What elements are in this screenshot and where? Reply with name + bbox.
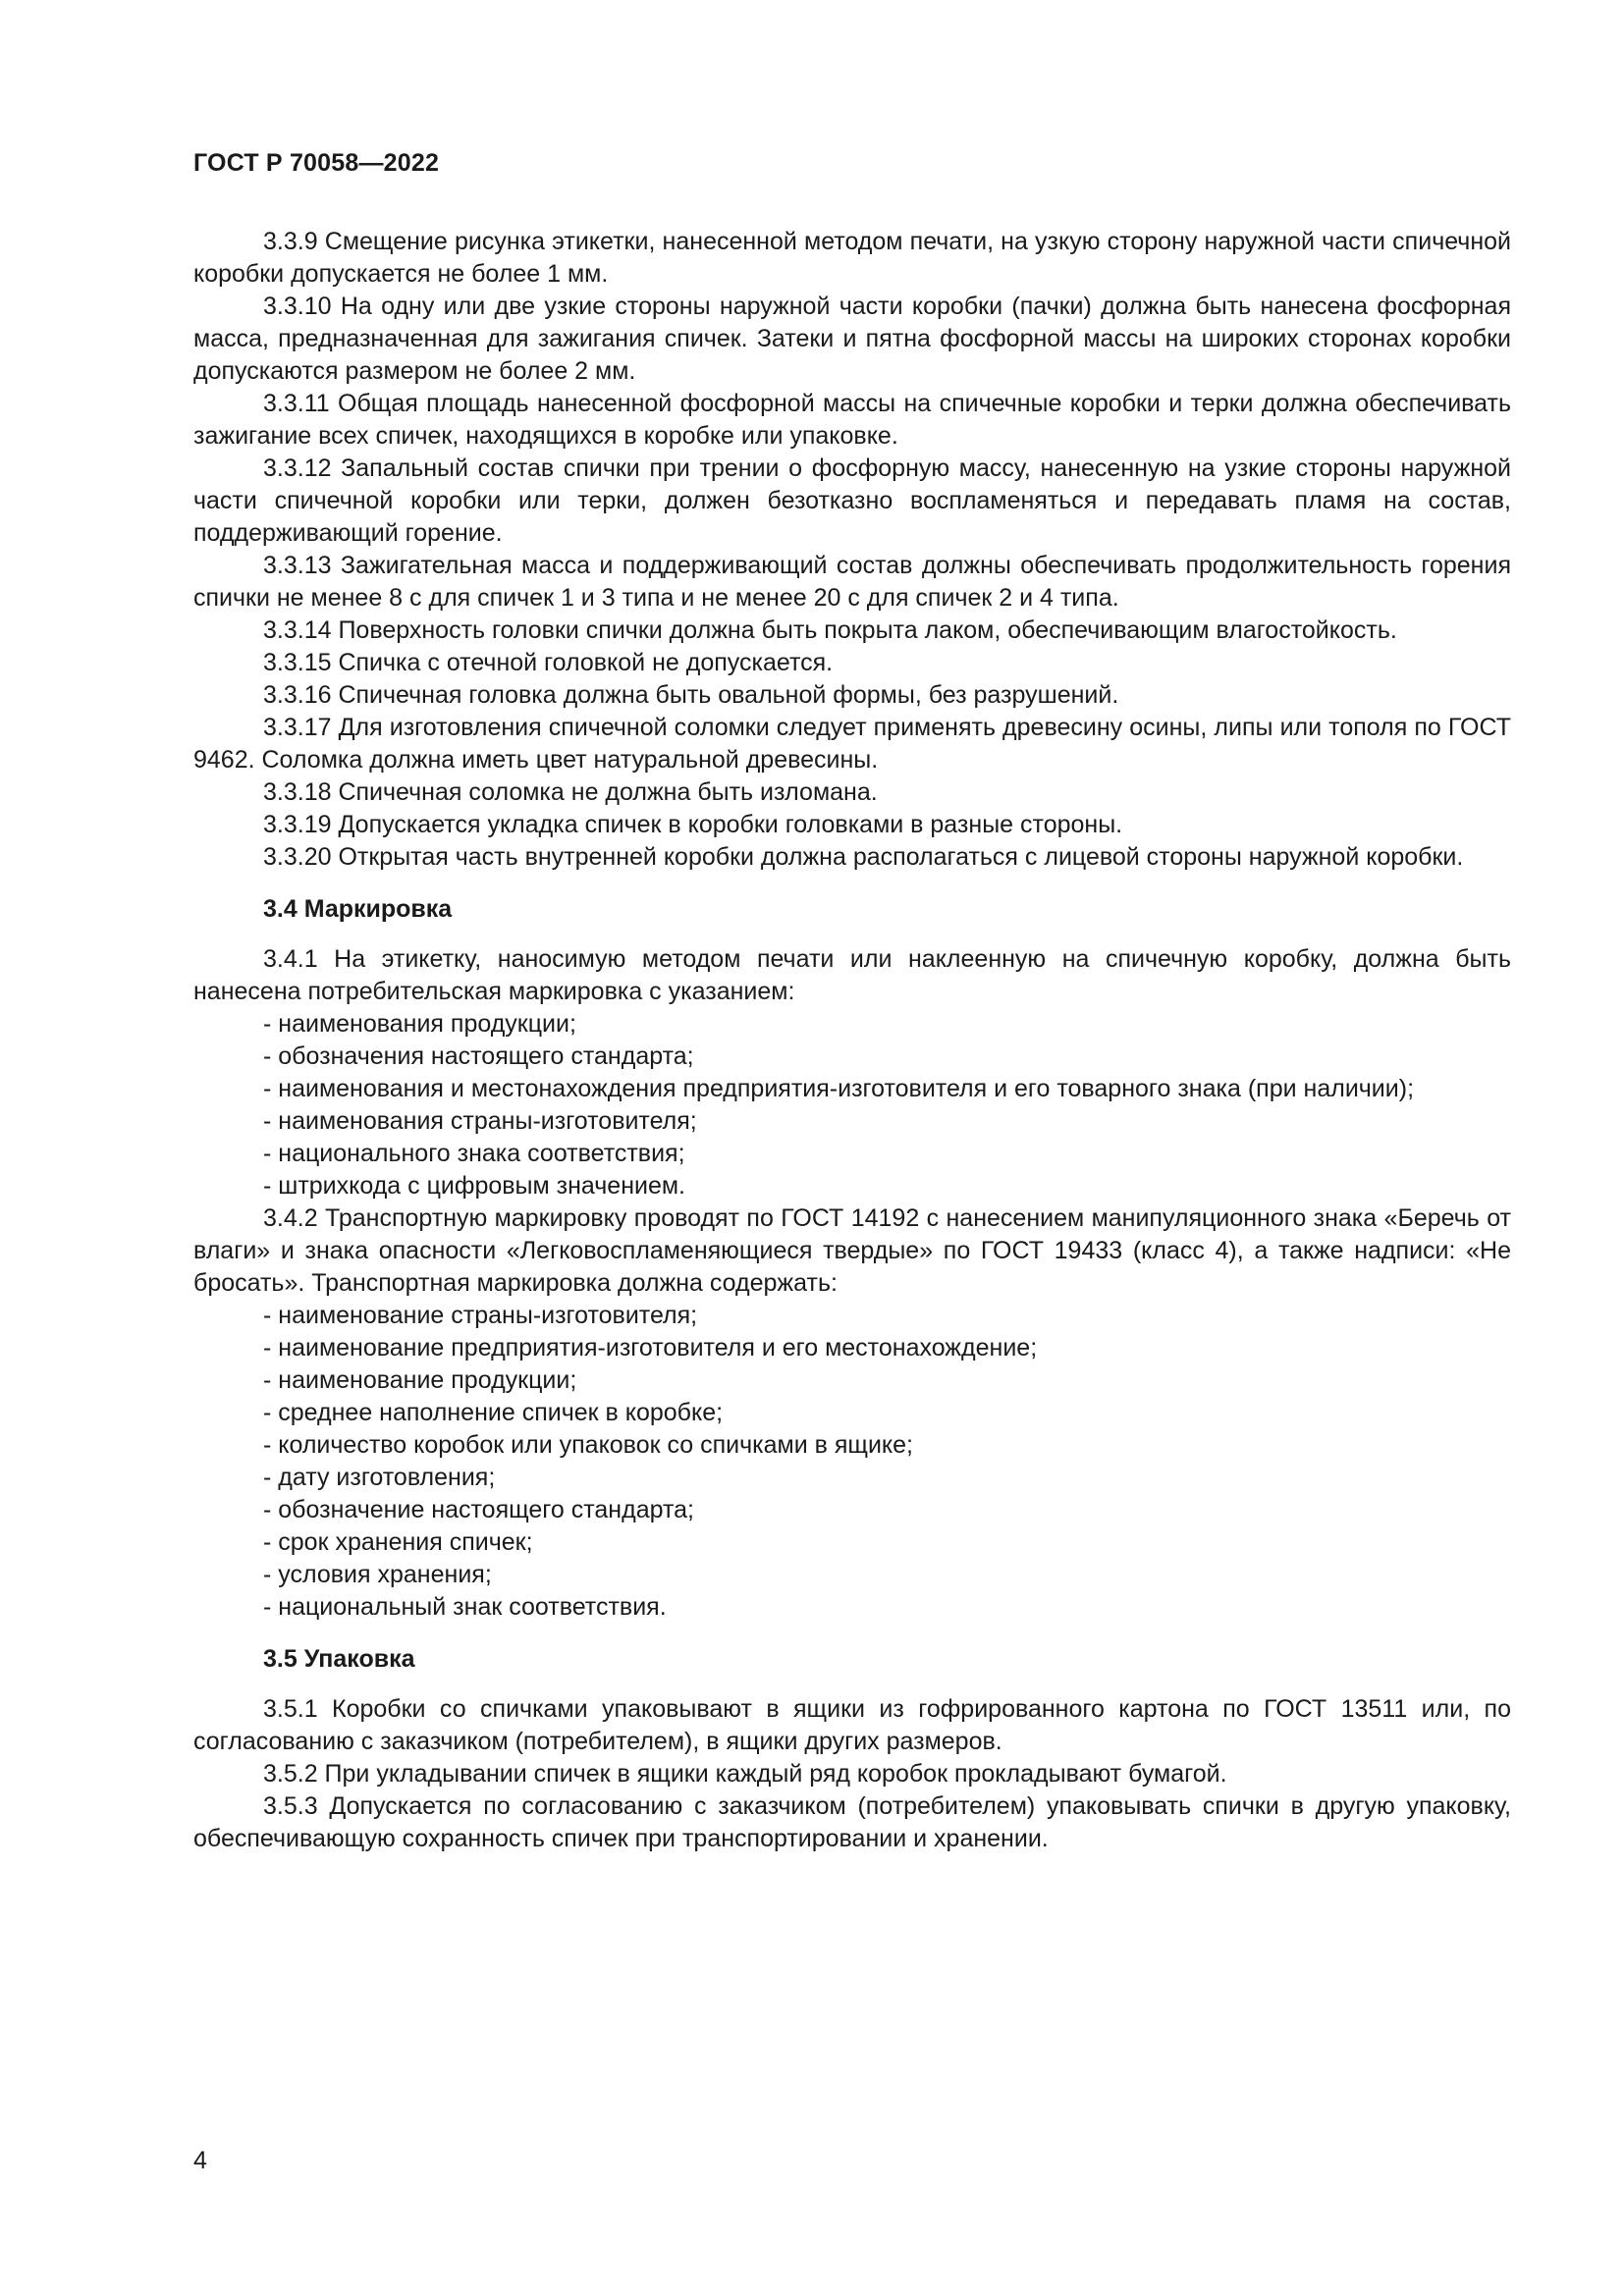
clause-3-5-3: 3.5.3 Допускается по согласованию с заказчиком (потребителем) упаковывать спички в другую упаковку, обеспечивающую сохранность спичек при транспортировании и хранении. bbox=[193, 1792, 1511, 1852]
clause-3-3-19: 3.3.19 Допускается укладка спичек в коробки головками в разные стороны. bbox=[263, 811, 1123, 838]
clause-3-3-15: 3.3.15 Спичка с отечной головкой не допускается. bbox=[263, 649, 834, 676]
list-item: - обозначение настоящего стандарта; bbox=[263, 1496, 694, 1523]
list-item: - дату изготовления; bbox=[263, 1464, 496, 1491]
list-item: - обозначения настоящего стандарта; bbox=[263, 1042, 694, 1070]
document-body bbox=[193, 226, 1511, 1855]
list-item: - наименование продукции; bbox=[263, 1366, 577, 1394]
list-item: - количество коробок или упаковок со спичками в ящике; bbox=[263, 1431, 913, 1459]
clause-3-3-11: 3.3.11 Общая площадь нанесенной фосфорной массы на спичечные коробки и терки должна обеспечивать зажигание всех спичек, находящихся в коробке или упаковке. bbox=[193, 390, 1511, 450]
clause-3-3-13: 3.3.13 Зажигательная масса и поддерживающий состав должны обеспечивать продолжительность горения спички не менее 8 с для спичек 1 и 3 типа и не менее 20 с для спичек 2 и 4 типа. bbox=[193, 552, 1511, 612]
list-item: - наименования страны-изготовителя; bbox=[263, 1107, 697, 1135]
list-item: - наименование предприятия-изготовителя и его местонахождение; bbox=[263, 1334, 1038, 1362]
clause-3-3-9: 3.3.9 Смещение рисунка этикетки, нанесенной методом печати, на узкую сторону наружной части спичечной коробки допускается не более 1 мм. bbox=[193, 228, 1511, 288]
clause-3-5-2: 3.5.2 При укладывании спичек в ящики каждый ряд коробок прокладывают бумагой. bbox=[263, 1760, 1227, 1788]
standard-designation: ГОСТ Р 70058—2022 bbox=[193, 149, 440, 177]
clause-3-3-12: 3.3.12 Запальный состав спички при трении о фосфорную массу, нанесенную на узкие стороны наружной части спичечной коробки или терки, должен безотказно воспламеняться и передавать пламя на состав, поддерживающий горение. bbox=[193, 454, 1511, 547]
section-heading-marking: 3.4 Маркировка bbox=[263, 895, 453, 923]
clause-3-3-14: 3.3.14 Поверхность головки спички должна быть покрыта лаком, обеспечивающим влагостойкость. bbox=[263, 616, 1397, 644]
clause-3-3-18: 3.3.18 Спичечная соломка не должна быть изломана. bbox=[263, 778, 878, 806]
list-item: - срок хранения спичек; bbox=[263, 1528, 533, 1556]
clause-3-4-2: 3.4.2 Транспортную маркировку проводят по ГОСТ 14192 с нанесением манипуляционного знака «Беречь от влаги» и знака опасности «Легковоспламеняющиеся твердые» по ГОСТ 19433 (класс 4), а также надписи: «Не бросать». Транспортная маркировка должна содержать: bbox=[193, 1204, 1511, 1297]
list-item: - национального знака соответствия; bbox=[263, 1140, 685, 1167]
list-item: - наименования продукции; bbox=[263, 1010, 576, 1038]
list-item: - условия хранения; bbox=[263, 1561, 492, 1588]
section-heading-packaging: 3.5 Упаковка bbox=[263, 1645, 415, 1673]
list-item: - наименования и местонахождения предприятия-изготовителя и его товарного знака (при наличии); bbox=[263, 1075, 1415, 1102]
clause-3-4-1: 3.4.1 На этикетку, наносимую методом печати или наклеенную на спичечную коробку, должна быть нанесена потребительская маркировка с указанием: bbox=[193, 945, 1511, 1005]
page-number: 4 bbox=[193, 2147, 207, 2174]
clause-3-3-10: 3.3.10 На одну или две узкие стороны наружной части коробки (пачки) должна быть нанесена фосфорная масса, предназначенная для зажигания спичек. Затеки и пятна фосфорной массы на широких сторонах коробки допускаются размером не более 2 мм. bbox=[193, 293, 1511, 385]
list-item: - наименование страны-изготовителя; bbox=[263, 1302, 698, 1329]
clause-3-3-20: 3.3.20 Открытая часть внутренней коробки должна располагаться с лицевой стороны наружной коробки. bbox=[263, 843, 1464, 871]
list-item: - штрихкода с цифровым значением. bbox=[263, 1172, 686, 1200]
clause-3-5-1: 3.5.1 Коробки со спичками упаковывают в ящики из гофрированного картона по ГОСТ 13511 или, по согласованию с заказчиком (потребителем), в ящики других размеров. bbox=[193, 1695, 1511, 1755]
list-item: - национальный знак соответствия. bbox=[263, 1593, 667, 1621]
clause-3-3-17: 3.3.17 Для изготовления спичечной соломки следует применять древесину осины, липы или тополя по ГОСТ 9462. Соломка должна иметь цвет натуральной древесины. bbox=[193, 714, 1511, 774]
clause-3-3-16: 3.3.16 Спичечная головка должна быть овальной формы, без разрушений. bbox=[263, 681, 1119, 709]
list-item: - среднее наполнение спичек в коробке; bbox=[263, 1399, 724, 1426]
